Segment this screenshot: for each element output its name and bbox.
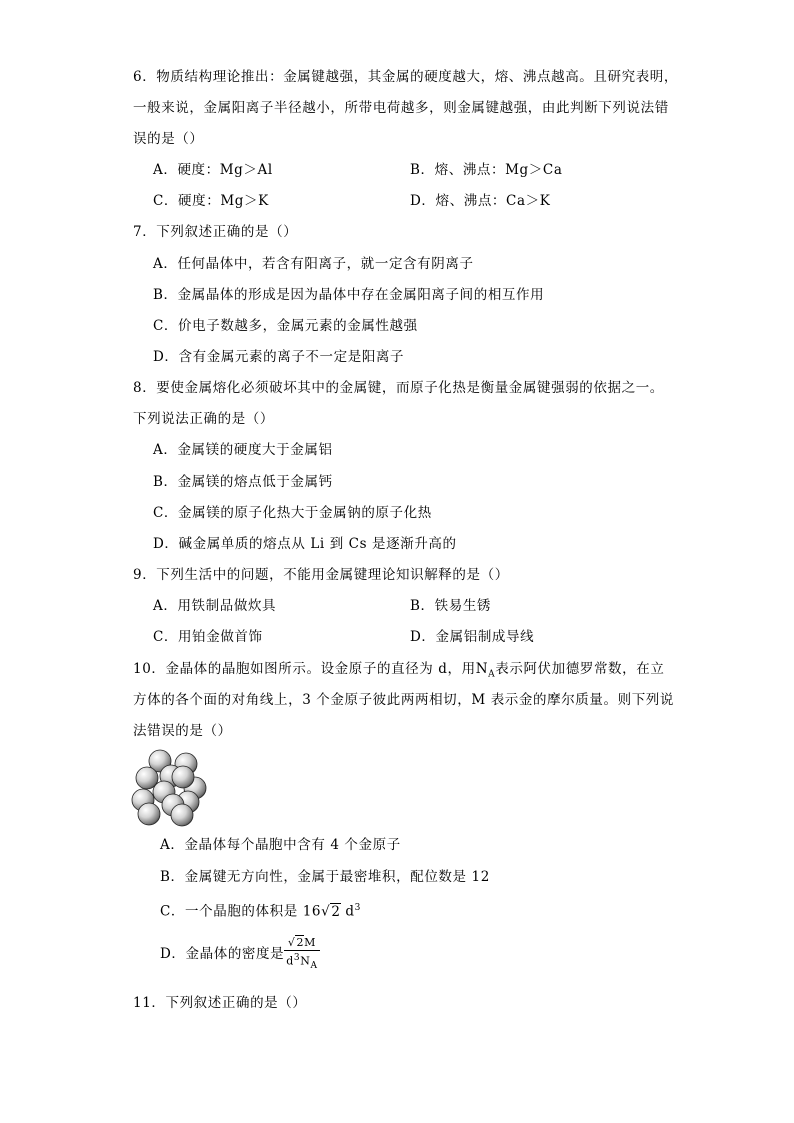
q10-line3: 法错误的是（） bbox=[133, 723, 232, 739]
q9-option-b: B．铁易生锈 bbox=[410, 598, 492, 614]
q6-option-d: D．熔、沸点：Ca＞K bbox=[410, 193, 551, 209]
q7-option-a: A．任何晶体中，若含有阳离子，就一定含有阴离子 bbox=[153, 256, 474, 272]
q8-option-c: C．金属镁的原子化热大于金属钠的原子化热 bbox=[153, 505, 432, 521]
q10-option-a: A．金晶体每个晶胞中含有 4 个金原子 bbox=[160, 837, 401, 853]
q8-option-a: A．金属镁的硬度大于金属铝 bbox=[153, 442, 333, 458]
q10-line1-post: 表示阿伏加德罗常数，在立 bbox=[495, 661, 665, 677]
q9-option-c: C．用铂金做首饰 bbox=[153, 629, 263, 645]
atom-sphere bbox=[172, 766, 194, 788]
q8-line2: 下列说法正确的是（） bbox=[133, 411, 274, 427]
q11-line1: 11．下列叙述正确的是（） bbox=[133, 995, 307, 1011]
atom-sphere bbox=[138, 803, 160, 825]
q9-line1: 9．下列生活中的问题，不能用金属键理论知识解释的是（） bbox=[133, 567, 509, 583]
q6-option-c: C．硬度：Mg＞K bbox=[153, 193, 269, 209]
q10-option-c: C．一个晶胞的体积是 16√2 $d^3$ bbox=[160, 903, 361, 920]
q7-option-c: C．价电子数越多，金属元素的金属性越强 bbox=[153, 318, 418, 334]
q8-line1: 8．要使金属熔化必须破坏其中的金属键，而原子化热是衡量金属键强弱的依据之一。 bbox=[133, 380, 664, 396]
q10-option-b: B．金属键无方向性，金属于最密堆积，配位数是 12 bbox=[160, 869, 490, 885]
q10-line1 bbox=[133, 659, 664, 685]
q9-option-d: D．金属铝制成导线 bbox=[410, 629, 535, 645]
q10-line2: 方体的各个面的对角线上，3 个金原子彼此两两相切，M 表示金的摩尔质量。则下列说 bbox=[133, 692, 674, 708]
q10-option-d: D．金晶体的密度是 $\frac{√2M}{d^3N_A}$ bbox=[160, 936, 318, 971]
q6-option-b: B．熔、沸点：Mg＞Ca bbox=[410, 162, 563, 178]
q7-option-d: D．含有金属元素的离子不一定是阳离子 bbox=[153, 349, 405, 365]
q7-option-b: B．金属晶体的形成是因为晶体中存在金属阳离子间的相互作用 bbox=[153, 287, 545, 303]
na-symbol: $N_A$ bbox=[475, 661, 496, 680]
q9-option-a: A．用铁制品做炊具 bbox=[153, 598, 277, 614]
gold-crystal-cell-figure bbox=[130, 748, 212, 828]
q6-line1: 6．物质结构理论推出：金属键越强，其金属的硬度越大，熔、沸点越高。且研究表明， bbox=[133, 69, 678, 85]
q6-option-a: A．硬度：Mg＞Al bbox=[153, 162, 273, 178]
q8-option-b: B．金属镁的熔点低于金属钙 bbox=[153, 474, 333, 490]
q6-line3: 误的是（） bbox=[133, 131, 204, 147]
q7-line1: 7．下列叙述正确的是（） bbox=[133, 224, 298, 240]
density-fraction: $\frac{√2M}{d^3N_A}$ bbox=[286, 936, 318, 971]
q8-option-d: D．碱金属单质的熔点从 Li 到 Cs 是逐渐升高的 bbox=[153, 536, 457, 552]
q10-line1-pre: 10．金晶体的晶胞如图所示。设金原子的直径为 d，用 bbox=[133, 661, 476, 677]
q6-line2: 一般来说，金属阳离子半径越小，所带电荷越多，则金属键越强，由此判断下列说法错 bbox=[133, 100, 669, 116]
atom-sphere bbox=[171, 804, 193, 826]
sqrt-symbol: √2 bbox=[321, 903, 341, 920]
